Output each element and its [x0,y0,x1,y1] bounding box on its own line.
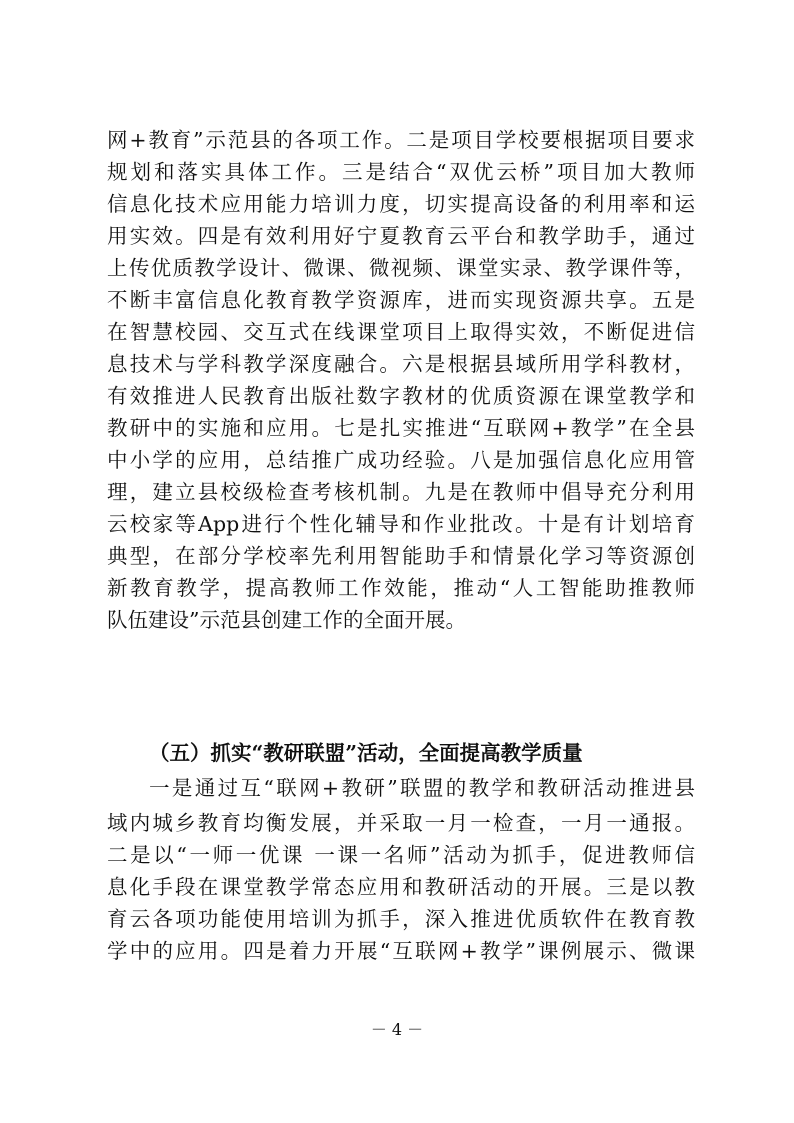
paragraph-line: 一是通过互“联网+教研”联盟的教学和教研活动推进县 [149,776,695,800]
paragraph-line: 在智慧校园、交互式在线课堂项目上取得实效，不断促进信 [107,320,695,344]
paragraph-first-line-container [149,772,695,804]
paragraph-line: 教研中的实施和应用。七是扎实推进“互联网+教学”在全县 [107,416,695,440]
paragraph-line: 网+教育”示范县的各项工作。二是项目学校要根据项目要求 [107,128,695,152]
paragraph-line: 二是以“一师一优课 一课一名师”活动为抓手，促进教师信 [107,843,695,867]
paragraph-body [107,124,695,636]
paragraph-line: 有效推进人民教育出版社数字教材的优质资源在课堂教学和 [107,384,695,408]
page-number: － 4 － [370,1020,424,1039]
paragraph-line: 中小学的应用，总结推广成功经验。八是加强信息化应用管 [107,448,695,472]
paragraph-line: 学中的应用。四是着力开展“互联网+教学”课例展示、微课 [107,939,695,963]
paragraph-line: 队伍建设”示范县创建工作的全面开展。 [107,608,466,632]
paragraph-line: 育云各项功能使用培训为抓手，深入推进优质软件在教育教 [107,907,695,931]
paragraph-line: 新教育教学，提高教师工作效能，推动“人工智能助推教师 [107,576,695,600]
paragraph-line: 规划和落实具体工作。三是结合“双优云桥”项目加大教师 [107,160,695,184]
paragraph-line: 信息化技术应用能力培训力度，切实提高设备的利用率和运 [107,192,695,216]
paragraph-line: 典型，在部分学校率先利用智能助手和情景化学习等资源创 [107,544,695,568]
paragraph-line: 不断丰富信息化教育教学资源库，进而实现资源共享。五是 [107,288,695,312]
paragraph-body [107,807,695,967]
section-heading: （五）抓实“教研联盟”活动，全面提高教学质量 [149,741,583,765]
paragraph-line: 云校家等App进行个性化辅导和作业批改。十是有计划培育 [107,512,695,536]
paragraph-line: 息化手段在课堂教学常态应用和教研活动的开展。三是以教 [107,875,695,899]
paragraph-line: 理，建立县校级检查考核机制。九是在教师中倡导充分利用 [107,480,695,504]
paragraph-line: 域内城乡教育均衡发展，并采取一月一检查，一月一通报。 [107,811,695,835]
paragraph-line: 用实效。四是有效利用好宁夏教育云平台和教学助手，通过 [107,224,695,248]
paragraph-line: 上传优质教学设计、微课、微视频、课堂实录、教学课件等， [107,256,695,280]
paragraph-line: 息技术与学科教学深度融合。六是根据县域所用学科教材， [107,352,695,376]
